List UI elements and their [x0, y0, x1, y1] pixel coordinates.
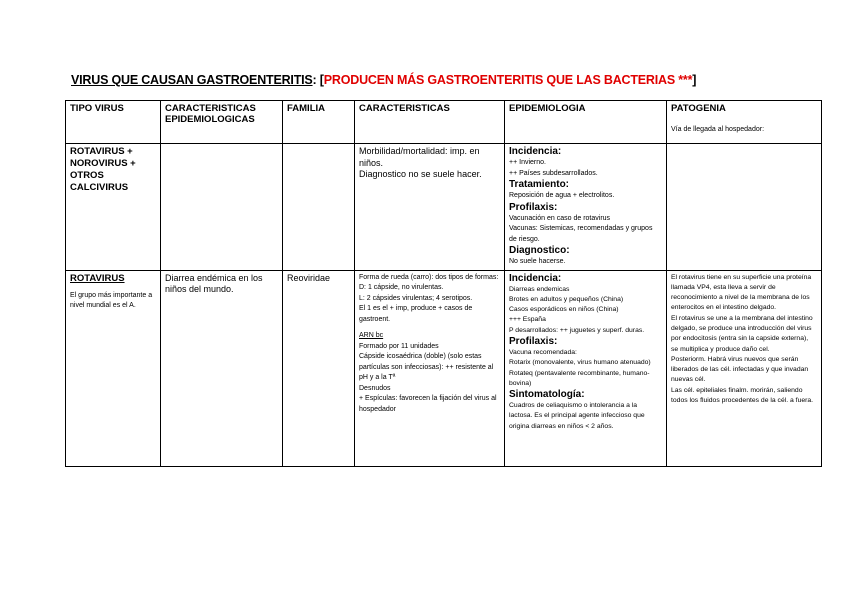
cell-tipo-virus	[66, 270, 161, 466]
virus-note: El grupo más importante a nivel mundial es el A.	[70, 291, 153, 309]
list-item: Cápside icosaédrica (doble) (solo estas partículas son infecciosas): ++ resistente al pH y a la Tª	[359, 353, 494, 381]
list-item: Vacunas: Sistemicas, recomendadas y grupos de riesgo.	[509, 225, 653, 243]
list-item: D: 1 cápside, no virulentas.	[359, 284, 444, 291]
section-heading: Incidencia:	[509, 272, 562, 284]
cell-caract-epi: Diarrea endémica en los niños del mundo.	[161, 270, 283, 466]
list-item: + Espículas: favorecen la fijación del virus al hospedador	[359, 395, 497, 413]
list-item: Cuadros de celiaquismo o intolerancia a la lactosa. Es el principal agente infeccioso que origina diarreas en niños < 2 años.	[509, 402, 645, 430]
section-heading: Diagnostico:	[509, 245, 570, 256]
header-caracteristicas: CARACTERISTICAS	[355, 101, 505, 144]
list-item: Forma de rueda (carro): dos tipos de formas:	[359, 273, 499, 281]
page-title	[71, 73, 696, 87]
header-patogenia-sub: Vía de llegada al hospedador:	[671, 126, 765, 133]
list-item: Vacuna recomendada:	[509, 348, 577, 356]
section-heading: Tratamiento:	[509, 179, 570, 190]
list-item: Desnudos	[359, 384, 391, 392]
section-heading: Profilaxis:	[509, 335, 558, 347]
list-item: Formado por 11 unidades	[359, 342, 439, 350]
cell-familia	[283, 144, 355, 271]
list-item: NOROVIRUS +	[70, 158, 136, 169]
header-row	[66, 101, 822, 144]
list-item: No suele hacerse.	[509, 258, 566, 265]
list-item: Reposición de agua + electrolitos.	[509, 192, 615, 199]
list-item: Morbilidad/mortalidad: imp. en niños.	[359, 146, 480, 168]
table-row	[66, 144, 822, 271]
cell-epidemiologia	[505, 270, 667, 466]
header-caract-epi: CARACTERISTICAS EPIDEMIOLOGICAS	[161, 101, 283, 144]
list-item: ++ Países subdesarrollados.	[509, 169, 598, 177]
list-item: Diagnostico no se suele hacer.	[359, 169, 482, 179]
cell-patogenia	[667, 270, 822, 466]
list-item: El rotavirus se une a la membrana del intestino delgado, se produce una introducción del virus por endocitosis (entra sin la capside externa), se multiplica y produce daño cel.	[671, 314, 813, 353]
list-item: Casos esporádicos en niños (China)	[509, 306, 619, 314]
cell-patogenia	[667, 144, 822, 271]
title-main: VIRUS QUE CAUSAN GASTROENTERITIS	[71, 73, 313, 87]
list-item: Brotes en adultos y pequeños (China)	[509, 295, 624, 303]
header-tipo-virus: TIPO VIRUS	[66, 101, 161, 144]
cell-tipo-virus	[66, 144, 161, 271]
cell-epidemiologia	[505, 144, 667, 271]
list-item: OTROS	[70, 170, 104, 181]
list-item: Posteriorm. Habrá virus nuevos que serán liberados de las cél. infectadas y que invadan nuevas cél.	[671, 355, 809, 384]
header-patogenia-label: PATOGENIA	[671, 103, 726, 114]
virus-name: ROTAVIRUS	[70, 272, 125, 284]
title-end: ]	[692, 73, 697, 87]
section-heading: Sintomatología:	[509, 389, 585, 401]
header-familia: FAMILIA	[283, 101, 355, 144]
list-item: Las cél. epiteliales finalm. morirán, saliendo todos los fluidos procedentes de la cél. a fuera.	[671, 386, 814, 405]
table-row	[66, 270, 822, 466]
list-item: L: 2 cápsides virulentas; 4 serotipos.	[359, 294, 473, 302]
list-item: Diarreas endemicas	[509, 285, 570, 293]
cell-caracteristicas	[355, 144, 505, 271]
title-separator: : [	[312, 73, 324, 87]
section-heading: ARN bc	[359, 332, 384, 339]
list-item: ++ Invierno.	[509, 159, 546, 166]
title-highlight: PRODUCEN MÁS GASTROENTERITIS QUE LAS BACTERIAS ***	[323, 73, 693, 87]
list-item: P desarrollados: ++ juguetes y superf. duras.	[509, 326, 645, 334]
list-item: Rotateq (pentavalente recombinante, humano-bovina)	[509, 369, 650, 387]
cell-caract-epi	[161, 144, 283, 271]
list-item: El rotavirus tiene en su superficie una proteína llamada VP4, esta lleva a servir de reconocimiento a nivel de la membrana de los enterocitos en el intestino delgado.	[671, 273, 812, 312]
header-patogenia	[667, 101, 822, 144]
header-epidemiologia: EPIDEMIOLOGIA	[505, 101, 667, 144]
section-heading: Profilaxis:	[509, 201, 558, 213]
list-item: El 1 es el + imp, produce + casos de gastroent.	[359, 305, 473, 323]
section-heading: Incidencia:	[509, 146, 562, 157]
cell-familia: Reoviridae	[283, 270, 355, 466]
list-item: CALCIVIRUS	[70, 182, 129, 193]
list-item: ROTAVIRUS +	[70, 146, 133, 157]
list-item: Vacunación en caso de rotavirus	[509, 214, 611, 222]
cell-caracteristicas	[355, 270, 505, 466]
list-item: Rotarix (monovalente, virus humano atenuado)	[509, 359, 651, 367]
virus-table	[65, 100, 822, 467]
list-item: +++ España	[509, 316, 546, 324]
